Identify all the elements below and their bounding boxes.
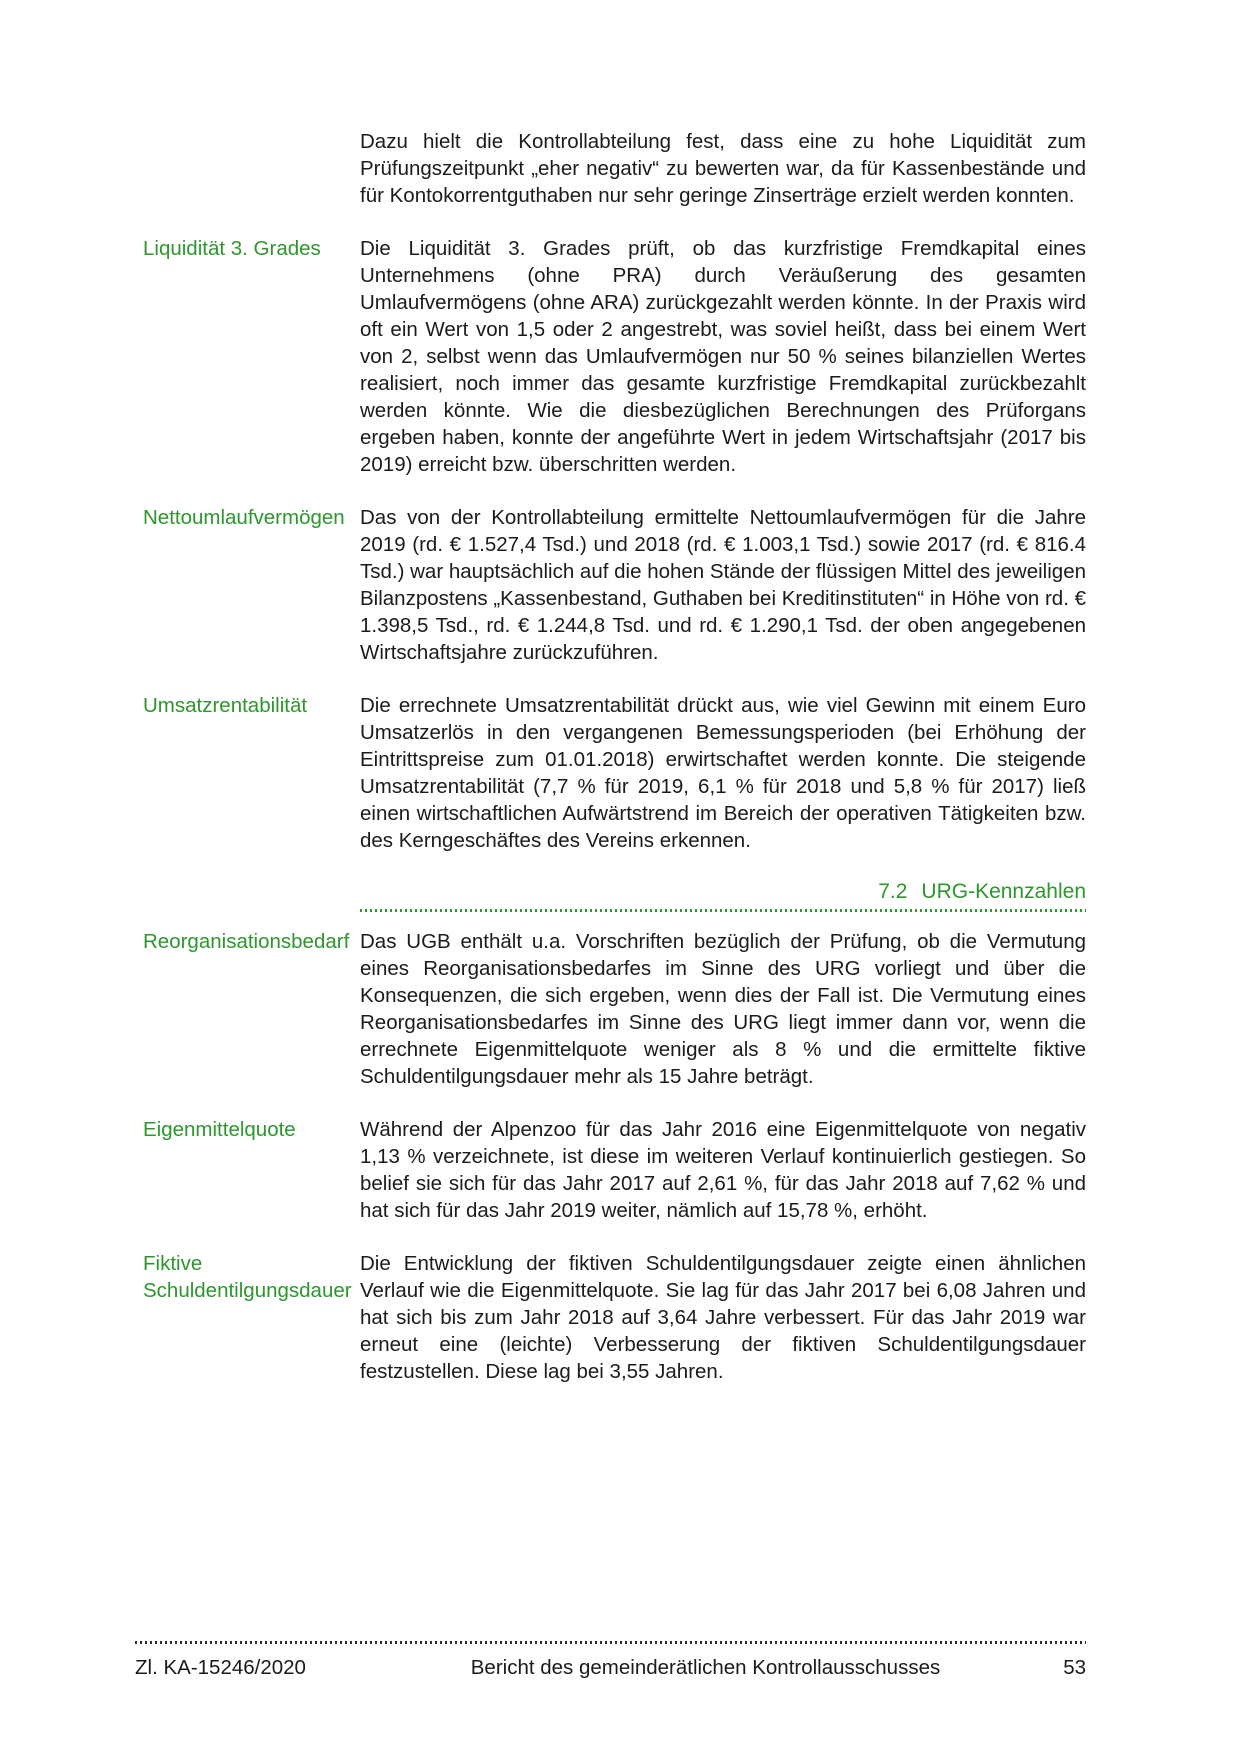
margin-label-umsatzrentabilitaet: Umsatzrentabilität [143,694,308,717]
paragraph-umsatzrentabilitaet: Die errechnete Umsatzrentabilität drückt aus, wie viel Gewinn mit einem Euro Umsatzerlös in den vergangenen Bemessungsperioden (bei Erhöhung der Eintrittspreise zum 01.01.2018) erwirtschaftet werden konnte. Die steigende Umsatzrentabilität (7,7 % für 2019, 6,1 % für 2018 und 5,8 % für 2017) ließ einen wirtschaftlichen Aufwärtstrend im Bereich der operativen Tätigkeiten bzw. des Kerngeschäftes des Vereins erkennen. [360,694,1086,852]
chapter-heading-block [360,880,1086,912]
chapter-heading [360,880,1086,904]
paragraph-nettoumlaufvermoegen: Das von der Kontrollabteilung ermittelte Nettoumlaufvermögen für die Jahre 2019 (rd. € 1.527,4 Tsd.) und 2018 (rd. € 1.003,1 Tsd.) sowie 2017 (rd. € 816.4 Tsd.) war hauptsächlich auf die hohen Stände der flüssigen Mittel des jeweiligen Bilanzpostens „Kassenbestand, Guthaben bei Kreditinstituten“ in Höhe von rd. € 1.398,5 Tsd., rd. € 1.244,8 Tsd. und rd. € 1.290,1 Tsd. der oben angegebenen Wirtschaftsjahre zurückzuführen. [360,506,1086,664]
margin-label-nettoumlaufvermoegen: Nettoumlaufvermögen [143,506,345,529]
chapter-title: URG-Kennzahlen [921,880,1086,903]
footer-dotted-divider [135,1641,1086,1644]
section-umsatzrentabilitaet [143,692,1086,854]
chapter-heading-row [143,880,1086,912]
heading-dotted-divider [360,909,1086,912]
paragraph-intro: Dazu hielt die Kontrollabteilung fest, dass eine zu hohe Liquidität zum Prüfungszeitpunkt „eher negativ“ zu bewerten war, da für Kassenbestände und für Kontokorrentguthaben nur sehr geringe Zinserträge erzielt werden konnten. [360,130,1086,207]
footer-text-row [135,1655,1086,1681]
footer-reference-number: Zl. KA-15246/2020 [135,1656,306,1679]
margin-label-eigenmittelquote: Eigenmittelquote [143,1118,296,1141]
section-nettoumlaufvermoegen [143,504,1086,666]
paragraph-liquiditaet: Die Liquidität 3. Grades prüft, ob das kurzfristige Fremdkapital eines Unternehmens (ohne PRA) durch Veräußerung des gesamten Umlaufvermögens (ohne ARA) zurückgezahlt werden könnte. In der Praxis wird oft ein Wert von 1,5 oder 2 angestrebt, was soviel heißt, dass bei einem Wert von 2, selbst wenn das Umlaufvermögen nur 50 % seines bilanziellen Wertes realisiert, noch immer das gesamte kurzfristige Fremdkapital zurückbezahlt werden könnte. Wie die diesbezüglichen Berechnungen des Prüforgans ergeben haben, konnte der angeführte Wert in jedem Wirtschaftsjahr (2017 bis 2019) erreicht bzw. überschritten werden. [360,237,1086,476]
section-reorganisationsbedarf [143,928,1086,1090]
section-eigenmittelquote [143,1116,1086,1224]
margin-label-fiktive-schuldentilgungsdauer: Fiktive Schuldentilgungsdauer [143,1252,352,1302]
paragraph-fiktive-schuldentilgungsdauer: Die Entwicklung der fiktiven Schuldentilgungsdauer zeigte einen ähnlichen Verlauf wie die Eigenmittelquote. Sie lag für das Jahr 2017 bei 6,08 Jahren und hat sich bis zum Jahr 2018 auf 3,64 Jahre verbessert. Für das Jahr 2019 war erneut eine (leichte) Verbesserung der fiktiven Schuldentilgungsdauer festzustellen. Diese lag bei 3,55 Jahren. [360,1252,1086,1383]
section-liquiditaet-3-grades [143,235,1086,478]
section-fiktive-schuldentilgungsdauer [143,1250,1086,1385]
paragraph-reorganisationsbedarf: Das UGB enthält u.a. Vorschriften bezüglich der Prüfung, ob die Vermutung eines Reorganisationsbedarfes im Sinne des URG vorliegt und über die Konsequenzen, die sich ergeben, wenn dies der Fall ist. Die Vermutung eines Reorganisationsbedarfes im Sinne des URG liegt immer dann vor, wenn die errechnete Eigenmittelquote weniger als 8 % und die ermittelte fiktive Schuldentilgungsdauer mehr als 15 Jahre beträgt. [360,930,1086,1088]
margin-label-liquiditaet: Liquidität 3. Grades [143,237,321,260]
section-intro [143,128,1086,209]
chapter-number: 7.2 [878,880,908,903]
report-body [143,128,1086,1385]
paragraph-eigenmittelquote: Während der Alpenzoo für das Jahr 2016 eine Eigenmittelquote von negativ 1,13 % verzeichnete, ist diese im weiteren Verlauf kontinuierlich gestiegen. So belief sie sich für das Jahr 2017 auf 2,61 %, für das Jahr 2018 auf 7,62 % und hat sich für das Jahr 2019 weiter, nämlich auf 15,78 %, erhöht. [360,1118,1086,1222]
footer-page-number: 53 [1063,1656,1086,1679]
margin-label-reorganisationsbedarf: Reorganisationsbedarf [143,930,350,953]
footer-report-title: Bericht des gemeinderätlichen Kontrollausschusses [470,1656,941,1679]
page-footer [135,1641,1086,1681]
